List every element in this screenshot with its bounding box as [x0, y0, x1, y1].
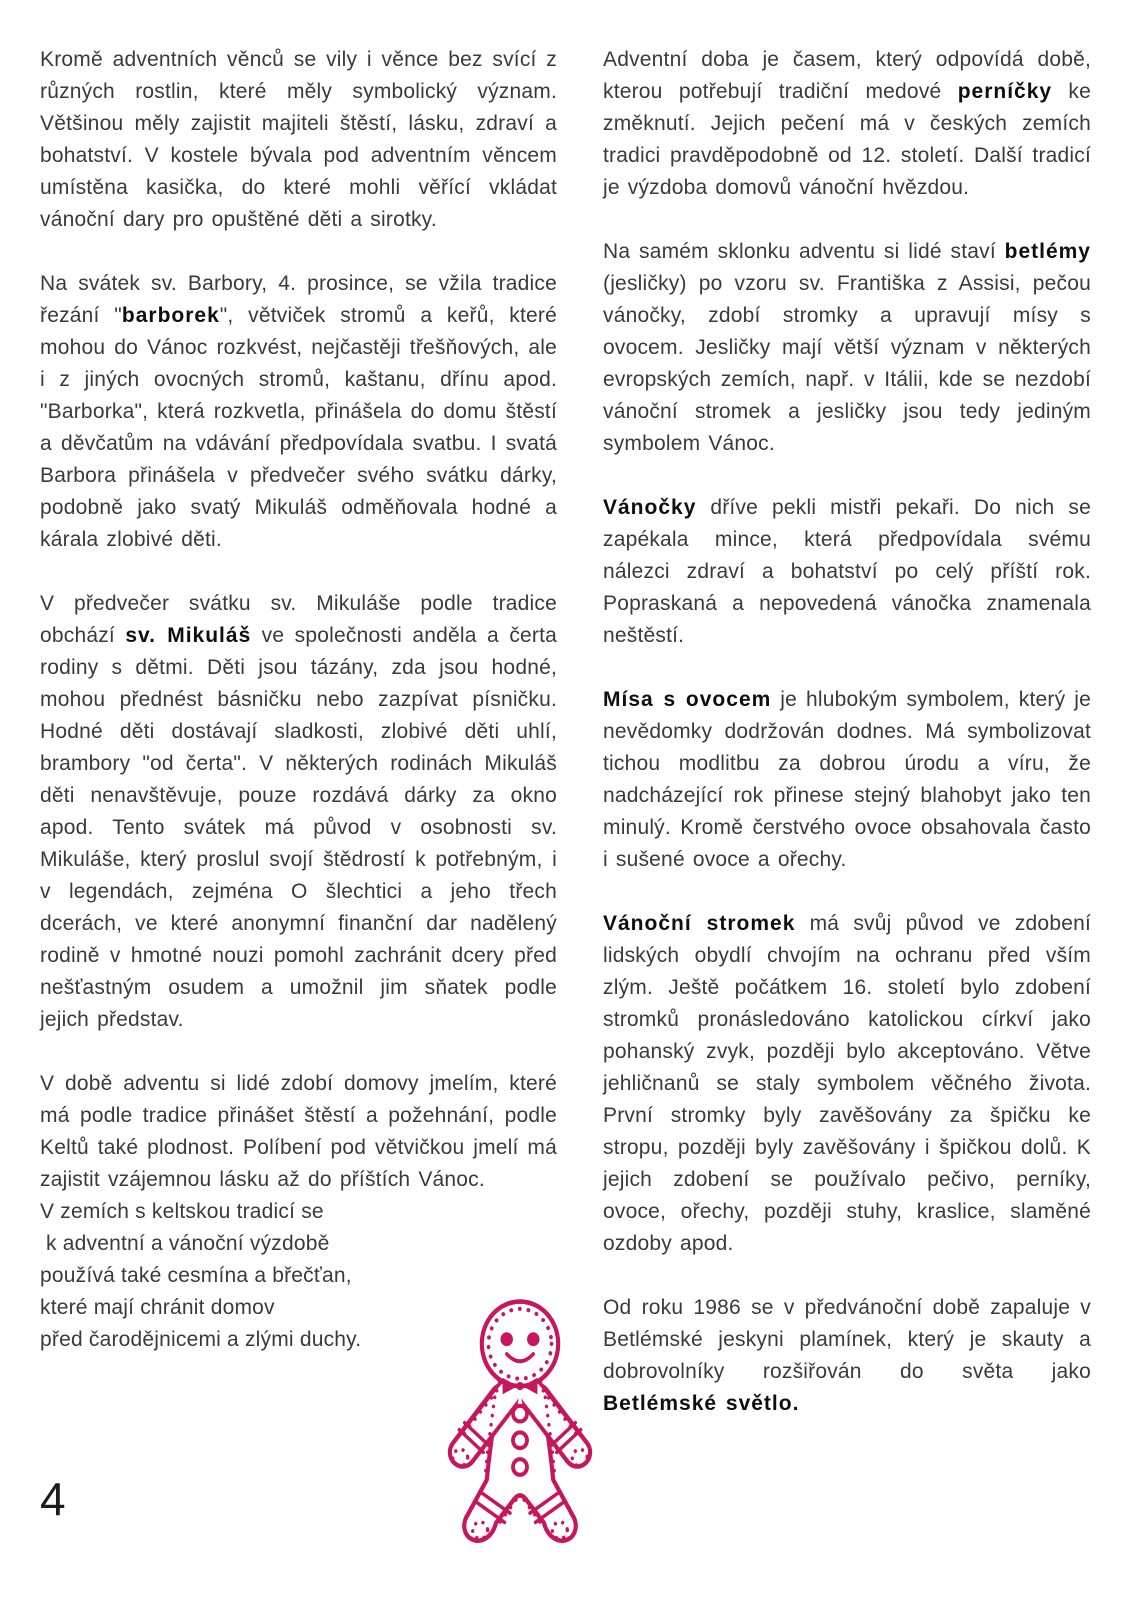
- bold-term: barborek: [121, 304, 220, 327]
- paragraph: [603, 684, 1091, 876]
- wrap-line: V zemích s keltskou tradicí se: [40, 1200, 324, 1223]
- text-run: Kromě adventních věnců se vily i věnce bez svící z různých rostlin, které měly symbolický význam. Většinou měly zajistit majiteli štěstí, lásku, zdraví a bohatství. V kostele bývala pod adventním věncem umístěna kasička, do které mohli věřící vkládat vánoční dary pro opuštěné děti a sirotky.: [40, 48, 557, 231]
- bold-term: betlémy: [1004, 240, 1091, 263]
- text-run: V době adventu si lidé zdobí domovy jmelím, které má podle tradice přinášet štěstí a požehnání, podle Keltů také plodnost. Políbení pod větvičkou jmelí má zajistit vzájemnou lásku až do příštích Vánoc.: [40, 1072, 557, 1191]
- paragraph: [40, 1068, 557, 1196]
- text-run: V předvečer svátku sv. Mikuláše podle tradice obchází: [40, 592, 557, 647]
- text-run: ", větviček stromů a keřů, které mohou do Vánoc rozkvést, nejčastěji třešňových, ale i z jiných ovocných stromů, kaštanu, dřínu apod. "Barborka", která rozkvetla, přinášela do domu štěstí a děvčatům na vdávání předpovídala svatbu. I svatá Barbora přinášela v předvečer svého svátku dárky, podobně jako svatý Mikuláš odměňovala hodné a kárala zlobivé děti.: [40, 304, 557, 551]
- gingerbread-eye-left: [500, 1332, 512, 1346]
- text-run: ve společnosti anděla a čerta rodiny s dětmi. Děti jsou tázány, zda jsou hodné, mohou přednést básničku nebo zazpívat písničku. Hodné děti dostávají sladkosti, zlobivé děti uhlí, brambory "od čerta". V některých rodinách Mikuláš děti nenavštěvuje, pouze rozdává dárky za okno apod. Tento svátek má původ v osobnosti sv. Mikuláše, který proslul svojí štědrostí k potřebným, i v legendách, zejména O šlechtici a jeho třech dcerách, ve které anonymní finanční dar nadělený rodině v hmotné nouzi pomohl zachránit dcery před nešťastným osudem a umožnil jim sňatek podle jejich představ.: [40, 624, 558, 1031]
- paragraph: [603, 44, 1091, 204]
- paragraph: [40, 588, 557, 1036]
- text-run: je hlubokým symbolem, který je nevědomky dodržován dodnes. Má symbolizovat tichou modlitbu za dobrou úrodu a víru, že nadcházející rok přinese stejný blahobyt jako ten minulý. Kromě čerstvého ovoce obsahovala často i sušené ovoce a ořechy.: [603, 688, 1091, 871]
- text-run: Adventní doba je časem, který odpovídá době, kterou potřebují tradiční medové: [603, 48, 1091, 103]
- bold-term: Vánoční stromek: [603, 912, 796, 935]
- bold-term: Betlémské světlo.: [603, 1392, 800, 1415]
- text-run: má svůj původ ve zdobení lidských obydlí chvojím na ochranu před vším zlým. Ještě počátkem 16. století bylo zdobení stromků pronásledováno katolickou církví jako pohanský zvyk, později bylo akceptováno. Větve jehličnanů se staly symbolem věčného života. První stromky byly zavěšovány za špičku ke stropu, později byly zavěšovány i špičkou dolů. K jejich zdobení se používalo pečivo, perníky, ovoce, ořechy, později stuhy, kraslice, slaměné ozdoby apod.: [603, 912, 1091, 1255]
- content-columns: [40, 44, 1091, 1452]
- bold-term: Vánočky: [603, 496, 697, 519]
- paragraph: [603, 492, 1091, 652]
- paragraph: [603, 1292, 1091, 1420]
- gingerbread-button: [513, 1432, 527, 1448]
- text-run: Na samém sklonku adventu si lidé staví: [603, 240, 1005, 263]
- gingerbread-eye-right: [527, 1332, 539, 1346]
- text-run: Od roku 1986 se v předvánoční době zapaluje v Betlémské jeskyni plamínek, který je skauty a dobrovolníky rozšiřován do světa jako: [603, 1296, 1091, 1383]
- paragraph: [603, 236, 1091, 460]
- bold-term: sv. Mikuláš: [125, 624, 252, 647]
- text-run: (jesličky) po vzoru sv. Františka z Assisi, pečou vánočky, zdobí stromky a upravují mísy s ovocem. Jesličky mají větší význam v některých evropských zemích, např. v Itálii, kde se nezdobí vánoční stromek a jesličky jsou tedy jediným symbolem Vánoc.: [603, 272, 1091, 455]
- bold-term: Mísa s ovocem: [603, 688, 772, 711]
- page-number: 4: [40, 1473, 66, 1525]
- paragraph: [40, 268, 557, 556]
- text-run: ke změknutí. Jejich pečení má v českých zemích tradici pravděpodobně od 12. století. Další tradicí je výzdoba domovů vánoční hvězdou.: [603, 80, 1091, 199]
- gingerbread-head: [482, 1302, 558, 1387]
- left-paragraphs: [40, 44, 557, 1196]
- text-run: Na svátek sv. Barbory, 4. prosince, se vžila tradice řezání ": [40, 272, 557, 327]
- bold-term: perníčky: [957, 80, 1053, 103]
- wrap-line: před čarodějnicemi a zlými duchy.: [40, 1328, 362, 1351]
- wrap-line: používá také cesmína a břečťan,: [40, 1264, 352, 1287]
- gingerbread-man-illustration: [437, 1296, 603, 1546]
- paragraph: [40, 44, 557, 236]
- right-column: [603, 44, 1091, 1452]
- paragraph: [603, 908, 1091, 1260]
- text-run: dříve pekli mistři pekaři. Do nich se zapékala mince, která předpovídala svému nálezci zdraví a bohatství po celý příští rok. Popraskaná a nepovedená vánočka znamenala neštěstí.: [603, 496, 1091, 647]
- left-column: [40, 44, 557, 1452]
- wrap-line: které mají chránit domov: [40, 1296, 275, 1319]
- gingerbread-button: [513, 1406, 527, 1422]
- gingerbread-button: [513, 1459, 527, 1475]
- wrap-line: k adventní a vánoční výzdobě: [40, 1232, 330, 1255]
